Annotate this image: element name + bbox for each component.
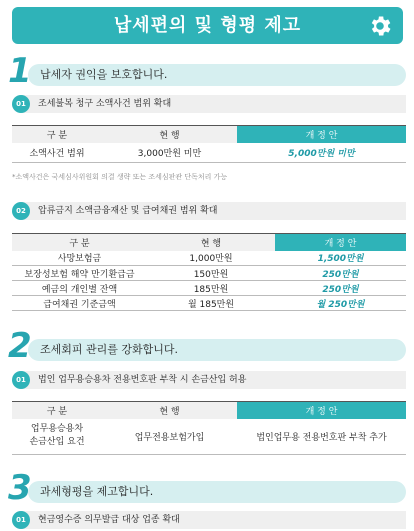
subsection-header bbox=[12, 202, 406, 220]
subsection-number: 01 bbox=[12, 95, 30, 113]
subsection-title: 현금영수증 의무발급 대상 업종 확대 bbox=[38, 515, 180, 525]
gear-icon bbox=[367, 13, 393, 39]
table-row: 예금의 개인별 잔액 185만원 250만원 bbox=[12, 281, 406, 296]
table-header: 개 정 안 bbox=[237, 126, 406, 143]
subsection-title: 조세불복 청구 소액사건 범위 확대 bbox=[38, 99, 172, 109]
footnote: *소액사건은 국세심사위원회 의결 생략 또는 조세심판관 단독처리 가능 bbox=[12, 173, 228, 181]
section-title: 조세회피 관리를 강화합니다. bbox=[40, 343, 179, 356]
title-bar bbox=[12, 7, 403, 44]
subsection-header bbox=[12, 95, 406, 113]
table-header: 구 분 bbox=[12, 234, 147, 251]
section-1-header bbox=[8, 51, 406, 91]
subsection-title: 법인 업무용승용차 전용번호판 부착 시 손금산입 허용 bbox=[38, 375, 247, 385]
table-row: 업무용승용차 손금산입 요건 업무전용보험가입 법인업무용 전용번호판 부착 추가 bbox=[12, 419, 406, 455]
page-title: 납세편의 및 형평 제고 bbox=[113, 15, 302, 36]
section-3-header bbox=[8, 468, 406, 508]
section-number: 2 bbox=[8, 326, 30, 366]
table-header: 현 행 bbox=[102, 402, 237, 419]
table-seizure-exempt bbox=[12, 233, 406, 311]
section-title: 납세자 권익을 보호합니다. bbox=[40, 68, 168, 81]
table-header: 개 정 안 bbox=[275, 234, 406, 251]
subsection-number: 02 bbox=[12, 202, 30, 220]
table-business-car bbox=[12, 401, 406, 455]
table-small-case bbox=[12, 125, 406, 163]
section-title: 과세형평을 제고합니다. bbox=[40, 485, 154, 498]
subsection-title: 압류금지 소액금융재산 및 급여채권 범위 확대 bbox=[38, 206, 218, 216]
section-number: 3 bbox=[8, 468, 30, 508]
table-header: 구 분 bbox=[12, 126, 102, 143]
subsection-number: 01 bbox=[12, 511, 30, 529]
subsection-number: 01 bbox=[12, 371, 30, 389]
table-header: 현 행 bbox=[147, 234, 275, 251]
table-header: 개 정 안 bbox=[237, 402, 406, 419]
table-header: 구 분 bbox=[12, 402, 102, 419]
section-number: 1 bbox=[8, 51, 30, 91]
table-row: 보장성보험 해약 만기환급금 150만원 250만원 bbox=[12, 266, 406, 281]
table-row: 사망보험금 1,000만원 1,500만원 bbox=[12, 251, 406, 266]
table-row: 급여채권 기준금액 월 185만원 월 250만원 bbox=[12, 296, 406, 311]
subsection-header bbox=[12, 511, 406, 529]
table-header: 현 행 bbox=[102, 126, 237, 143]
table-row: 소액사건 범위 3,000만원 미만 5,000만원 미만 bbox=[12, 143, 406, 163]
subsection-header bbox=[12, 371, 406, 389]
section-2-header bbox=[8, 326, 406, 366]
